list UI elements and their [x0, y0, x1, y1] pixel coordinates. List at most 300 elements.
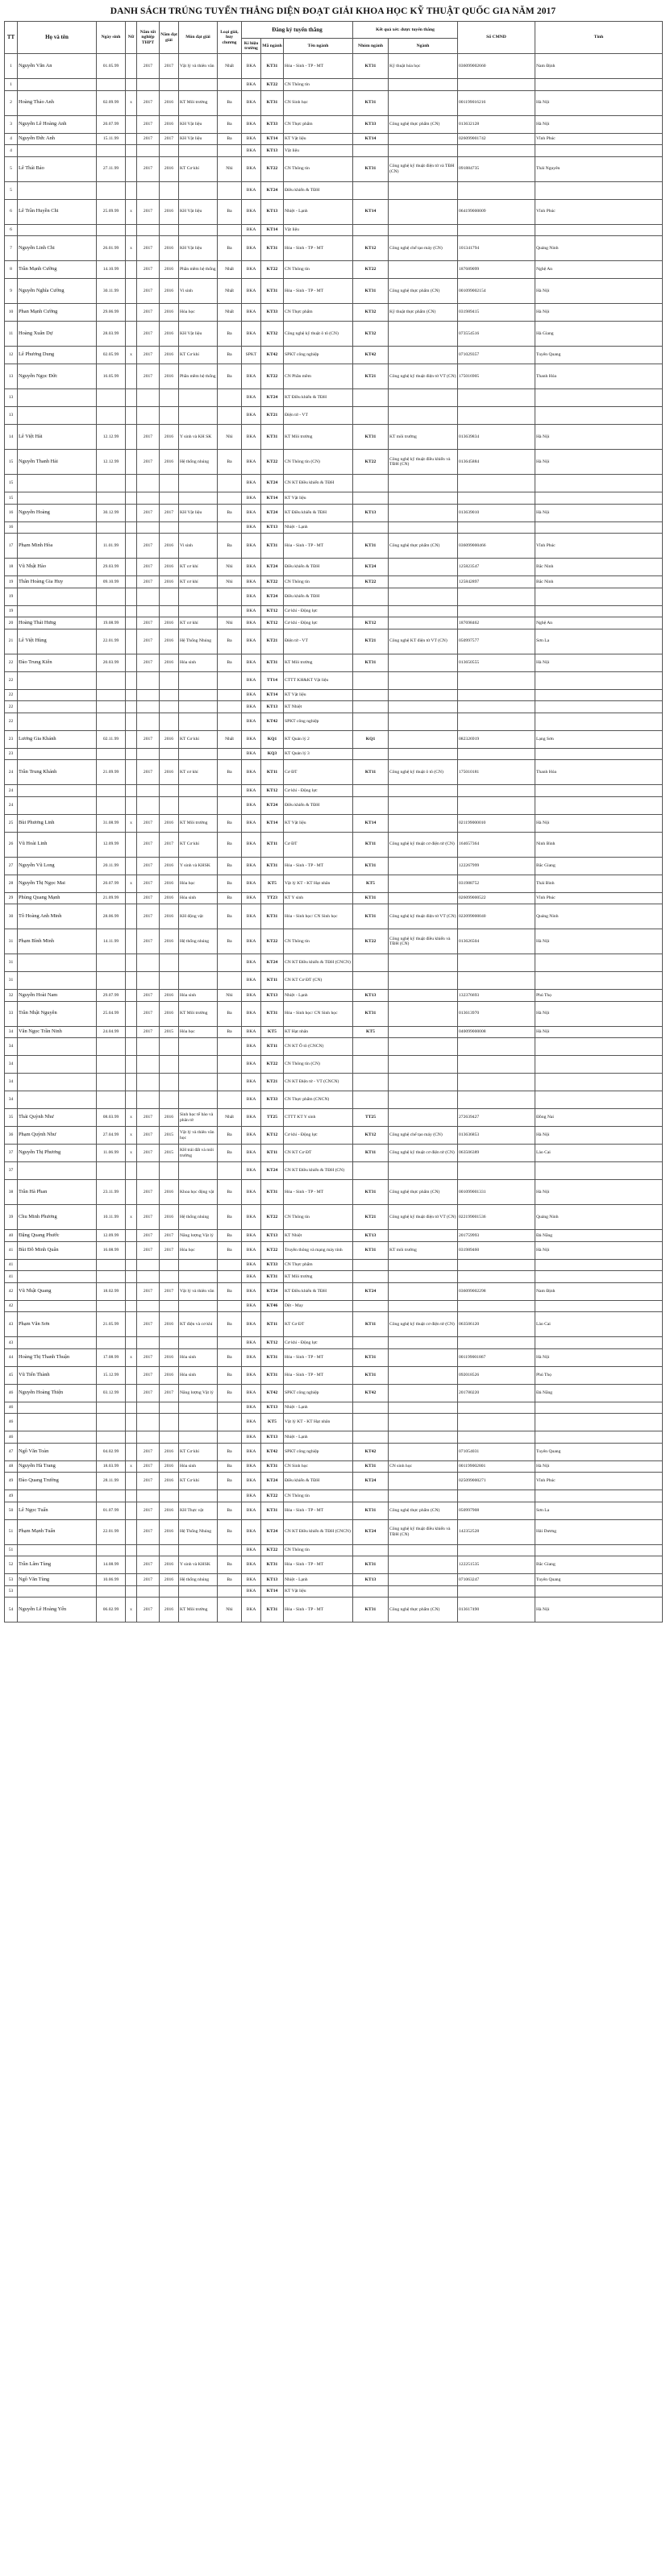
cell-name — [18, 748, 97, 760]
cell-award-year: 2016 — [160, 1556, 179, 1574]
cell-dob: 27.11.99 — [97, 156, 126, 181]
cell-major — [389, 1109, 458, 1127]
cell-major-group: KT31 — [353, 425, 389, 450]
cell-major-code: KT31 — [261, 1180, 284, 1205]
cell-major-code: KT22 — [261, 1544, 284, 1556]
cell-dob — [97, 1490, 126, 1502]
cell-major-name: Cơ khí - Động lực — [284, 1127, 353, 1145]
cell-award-year — [160, 1056, 179, 1074]
cell-major-name: Vật lý KT - KT Hạt nhân — [284, 875, 353, 892]
cell-female — [126, 1502, 137, 1519]
cell-school-code: BKA — [242, 990, 261, 1002]
table-row — [5, 1460, 663, 1473]
cell-province: Sơn La — [535, 629, 663, 654]
cell-major-name: KT Môi trường — [284, 1271, 353, 1283]
cell-award-type: Ba — [218, 1205, 242, 1230]
cell-female: x — [126, 1127, 137, 1145]
cell-major-name: CN Sinh học — [284, 90, 353, 115]
cell-major-name: Hóa - Sinh - TP - MT — [284, 279, 353, 304]
cell-school-code: BKA — [242, 929, 261, 954]
cell-grad-year: 2017 — [137, 857, 160, 875]
cell-major-name: KT Điều khiển & TĐH — [284, 389, 353, 407]
cell-name — [18, 145, 97, 157]
cell-major-group — [353, 605, 389, 617]
cell-major-name: Nhiệt - Lạnh — [284, 1574, 353, 1586]
cell-award-type — [218, 588, 242, 605]
cell-dob — [97, 1544, 126, 1556]
cell-school-code: BKA — [242, 1544, 261, 1556]
cell-award-type: Nhì — [218, 156, 242, 181]
cell-female — [126, 588, 137, 605]
cell-grad-year — [137, 671, 160, 689]
cell-female — [126, 701, 137, 713]
cell-major-name: CTTT KT Y sinh — [284, 1109, 353, 1127]
cell-name: Lê Phương Dung — [18, 347, 97, 364]
cell-id-number — [458, 1402, 535, 1414]
table-row — [5, 236, 663, 261]
cell-major — [389, 504, 458, 521]
cell-tt: 30 — [5, 904, 18, 929]
cell-province — [535, 713, 663, 730]
cell-award-subject: KT Môi trường — [179, 1598, 218, 1622]
cell-province: Hà Nội — [535, 1348, 663, 1366]
cell-major-group: KT31 — [353, 156, 389, 181]
cell-award-year: 2017 — [160, 54, 179, 79]
cell-major: Kỹ thuật hóa học — [389, 54, 458, 79]
cell-female — [126, 1162, 137, 1180]
cell-province: Vĩnh Phúc — [535, 133, 663, 145]
cell-major-name: CN KT Điều khiển & TĐH (CNCN) — [284, 954, 353, 972]
cell-award-type — [218, 1414, 242, 1431]
cell-award-subject — [179, 1271, 218, 1283]
cell-female — [126, 389, 137, 407]
cell-name — [18, 492, 97, 505]
cell-major-code: KT22 — [261, 1205, 284, 1230]
cell-major — [389, 1443, 458, 1460]
cell-major — [389, 748, 458, 760]
cell-major-code: KT14 — [261, 1585, 284, 1598]
cell-province: Hà Nội — [535, 450, 663, 475]
cell-province: Phú Thọ — [535, 990, 663, 1002]
table-row — [5, 875, 663, 892]
cell-name — [18, 1074, 97, 1091]
cell-dob — [97, 748, 126, 760]
cell-major — [389, 1300, 458, 1312]
cell-major-code: KT24 — [261, 504, 284, 521]
cell-female — [126, 475, 137, 492]
cell-award-type — [218, 713, 242, 730]
cell-award-year — [160, 1337, 179, 1349]
cell-grad-year: 2017 — [137, 1145, 160, 1162]
cell-female: x — [126, 90, 137, 115]
cell-tt: 41 — [5, 1259, 18, 1271]
cell-award-year: 2016 — [160, 1109, 179, 1127]
cell-award-subject — [179, 748, 218, 760]
table-row — [5, 364, 663, 389]
cell-major-code: KT31 — [261, 425, 284, 450]
cell-award-type: Ba — [218, 1556, 242, 1574]
cell-major-code: KT31 — [261, 90, 284, 115]
cell-major — [389, 954, 458, 972]
cell-province — [535, 1271, 663, 1283]
cell-major-group: KT31 — [353, 1556, 389, 1574]
table-row — [5, 1574, 663, 1586]
cell-school-code: BKA — [242, 1145, 261, 1162]
cell-school-code: BKA — [242, 1598, 261, 1622]
cell-tt: 50 — [5, 1502, 18, 1519]
cell-school-code: BKA — [242, 1384, 261, 1402]
cell-female — [126, 1038, 137, 1056]
cell-award-type — [218, 1162, 242, 1180]
cell-major-name: CN Thông tin (CN) — [284, 450, 353, 475]
cell-female — [126, 1300, 137, 1312]
cell-grad-year: 2017 — [137, 1127, 160, 1145]
cell-award-year — [160, 972, 179, 990]
cell-major-code: KT11 — [261, 1145, 284, 1162]
cell-major-group: KT24 — [353, 559, 389, 576]
cell-school-code: BKA — [242, 1056, 261, 1074]
cell-award-subject: KH Vật liệu — [179, 236, 218, 261]
cell-grad-year: 2017 — [137, 304, 160, 322]
cell-id-number: 001099002154 — [458, 279, 535, 304]
cell-province: Hà Nội — [535, 279, 663, 304]
cell-grad-year — [137, 1585, 160, 1598]
cell-tt: 31 — [5, 929, 18, 954]
cell-name — [18, 796, 97, 814]
cell-major-code: KT22 — [261, 576, 284, 588]
cell-tt: 42 — [5, 1300, 18, 1312]
cell-dob: 24.04.99 — [97, 1026, 126, 1038]
cell-grad-year: 2017 — [137, 261, 160, 279]
cell-grad-year: 2017 — [137, 1502, 160, 1519]
cell-award-subject — [179, 671, 218, 689]
cell-award-subject: KT Môi trường — [179, 90, 218, 115]
cell-major: Công nghệ chế tạo máy (CN) — [389, 1127, 458, 1145]
cell-id-number — [458, 785, 535, 797]
cell-award-type — [218, 407, 242, 425]
cell-school-code: BKA — [242, 1414, 261, 1431]
cell-id-number: 187689099 — [458, 261, 535, 279]
cell-major-code: KT31 — [261, 654, 284, 671]
header-dob: Ngày sinh — [97, 22, 126, 54]
cell-award-subject: KT Cơ khí — [179, 1443, 218, 1460]
cell-major-code: KT33 — [261, 1091, 284, 1109]
cell-grad-year — [137, 492, 160, 505]
cell-major — [389, 730, 458, 748]
cell-tt: 33 — [5, 1001, 18, 1026]
cell-award-subject — [179, 407, 218, 425]
table-row — [5, 1127, 663, 1145]
cell-award-type: Ba — [218, 236, 242, 261]
cell-tt: 49 — [5, 1473, 18, 1490]
cell-award-subject — [179, 181, 218, 199]
cell-id-number — [458, 748, 535, 760]
cell-award-year — [160, 1431, 179, 1444]
cell-id-number: 064199000009 — [458, 199, 535, 224]
cell-province: Nghệ An — [535, 617, 663, 629]
cell-award-type — [218, 521, 242, 534]
table-row — [5, 156, 663, 181]
cell-major-name: CN KT Điện tử - VT (CNCN) — [284, 1074, 353, 1091]
cell-grad-year: 2017 — [137, 199, 160, 224]
cell-province — [535, 1056, 663, 1074]
cell-province: Nam Định — [535, 54, 663, 79]
table-row — [5, 990, 663, 1002]
cell-major-name: Hóa - Sinh - TP - MT — [284, 1502, 353, 1519]
cell-grad-year: 2017 — [137, 875, 160, 892]
cell-award-year: 2016 — [160, 279, 179, 304]
cell-dob: 20.11.99 — [97, 857, 126, 875]
cell-id-number: 073554516 — [458, 322, 535, 347]
cell-major — [389, 1544, 458, 1556]
cell-award-type: Ba — [218, 1026, 242, 1038]
cell-award-type: Ba — [218, 904, 242, 929]
cell-school-code: BKA — [242, 1038, 261, 1056]
cell-award-year: 2017 — [160, 1230, 179, 1242]
cell-female — [126, 450, 137, 475]
cell-name — [18, 1585, 97, 1598]
cell-id-number — [458, 1414, 535, 1431]
table-row — [5, 1205, 663, 1230]
cell-major-code: KT31 — [261, 1366, 284, 1384]
cell-province: Nam Định — [535, 1282, 663, 1300]
cell-major-group — [353, 701, 389, 713]
table-row — [5, 1145, 663, 1162]
cell-award-subject — [179, 1038, 218, 1056]
cell-major — [389, 1431, 458, 1444]
cell-tt: 21 — [5, 629, 18, 654]
cell-province: Lào Cai — [535, 1312, 663, 1337]
cell-major-name: Nhiệt - Lạnh — [284, 521, 353, 534]
header-id-number: Số CMND — [458, 22, 535, 54]
cell-dob: 25.09.99 — [97, 199, 126, 224]
cell-dob — [97, 1038, 126, 1056]
cell-major-name: CN KT Cơ ĐT — [284, 1145, 353, 1162]
cell-award-type — [218, 1544, 242, 1556]
table-row — [5, 1091, 663, 1109]
cell-grad-year — [137, 954, 160, 972]
cell-province: Ninh Bình — [535, 832, 663, 857]
cell-school-code: BKA — [242, 972, 261, 990]
cell-name — [18, 701, 97, 713]
cell-name: Trần Mạnh Cường — [18, 261, 97, 279]
cell-award-subject — [179, 1056, 218, 1074]
cell-dob: 14.11.99 — [97, 929, 126, 954]
cell-female — [126, 559, 137, 576]
cell-name: Đặng Quang Phước — [18, 1230, 97, 1242]
cell-grad-year: 2017 — [137, 1598, 160, 1622]
cell-tt: 45 — [5, 1366, 18, 1384]
cell-province — [535, 79, 663, 91]
cell-name: Nguyễn Nghĩa Cường — [18, 279, 97, 304]
cell-tt: 22 — [5, 713, 18, 730]
cell-id-number: 142352528 — [458, 1519, 535, 1544]
cell-name: Chu Minh Phương — [18, 1205, 97, 1230]
cell-province: Hà Nội — [535, 425, 663, 450]
cell-tt: 26 — [5, 832, 18, 857]
cell-dob — [97, 1056, 126, 1074]
cell-major: Công nghệ thực phẩm (CN) — [389, 279, 458, 304]
cell-major-code: KT12 — [261, 785, 284, 797]
cell-grad-year — [137, 1431, 160, 1444]
cell-grad-year: 2017 — [137, 534, 160, 559]
cell-major: Công nghệ kỹ thuật điện tử VT (CN) — [389, 904, 458, 929]
cell-award-type — [218, 1300, 242, 1312]
cell-major: Công nghệ thực phẩm (CN) — [389, 1502, 458, 1519]
cell-award-type: Ba — [218, 1180, 242, 1205]
cell-major-code: KT12 — [261, 605, 284, 617]
cell-school-code: BKA — [242, 1519, 261, 1544]
cell-major-code: KT13 — [261, 521, 284, 534]
cell-province: Hà Nội — [535, 929, 663, 954]
cell-tt: 1 — [5, 54, 18, 79]
cell-school-code: BKA — [242, 689, 261, 701]
cell-province: Bắc Ninh — [535, 559, 663, 576]
cell-female: x — [126, 875, 137, 892]
cell-school-code: BKA — [242, 475, 261, 492]
cell-school-code: BKA — [242, 605, 261, 617]
cell-major-group: KT21 — [353, 364, 389, 389]
cell-major-group — [353, 492, 389, 505]
cell-award-subject: Phần mềm hệ thống — [179, 261, 218, 279]
cell-major — [389, 1230, 458, 1242]
cell-major — [389, 492, 458, 505]
cell-province — [535, 1585, 663, 1598]
cell-major-group: KT31 — [353, 534, 389, 559]
cell-award-year: 2015 — [160, 1145, 179, 1162]
cell-female — [126, 224, 137, 236]
cell-school-code: BKA — [242, 904, 261, 929]
cell-id-number: 125823547 — [458, 559, 535, 576]
cell-female — [126, 322, 137, 347]
cell-award-year: 2016 — [160, 199, 179, 224]
cell-award-type — [218, 1259, 242, 1271]
cell-major-code: KT11 — [261, 832, 284, 857]
cell-dob — [97, 145, 126, 157]
cell-name: Phạm Bình Minh — [18, 929, 97, 954]
cell-id-number: 071029357 — [458, 347, 535, 364]
cell-female — [126, 785, 137, 797]
cell-grad-year: 2017 — [137, 156, 160, 181]
cell-major: KT môi trường — [389, 1241, 458, 1259]
cell-dob — [97, 954, 126, 972]
cell-school-code: BKA — [242, 654, 261, 671]
cell-dob: 28.03.99 — [97, 322, 126, 347]
cell-award-subject: Năng lượng Vật lý — [179, 1230, 218, 1242]
cell-tt: 19 — [5, 576, 18, 588]
cell-name — [18, 1402, 97, 1414]
cell-major-group — [353, 588, 389, 605]
cell-female — [126, 1312, 137, 1337]
cell-name: Đào Quang Trường — [18, 1473, 97, 1490]
cell-award-type — [218, 785, 242, 797]
cell-major-name: CN Thực phẩm — [284, 304, 353, 322]
cell-major — [389, 1091, 458, 1109]
cell-award-type: Nhì — [218, 559, 242, 576]
cell-province — [535, 1544, 663, 1556]
cell-award-subject: Hóa sinh — [179, 1460, 218, 1473]
cell-tt: 8 — [5, 261, 18, 279]
cell-female — [126, 407, 137, 425]
cell-major: Kỹ thuật thực phẩm (CN) — [389, 304, 458, 322]
cell-female — [126, 760, 137, 785]
cell-major-group: KT31 — [353, 1180, 389, 1205]
cell-name: Ngô Văn Toàn — [18, 1443, 97, 1460]
cell-major-code: KT31 — [261, 54, 284, 79]
cell-award-year — [160, 748, 179, 760]
cell-school-code: BKA — [242, 1402, 261, 1414]
cell-dob — [97, 1259, 126, 1271]
header-registration: Đăng ký tuyển thẳng — [242, 22, 353, 39]
cell-award-type: Ba — [218, 90, 242, 115]
cell-dob: 31.08.99 — [97, 814, 126, 832]
cell-school-code: BKA — [242, 322, 261, 347]
cell-dob: 22.01.99 — [97, 1519, 126, 1544]
cell-award-subject: Hóa sinh — [179, 1366, 218, 1384]
cell-major — [389, 892, 458, 904]
cell-school-code: BKA — [242, 279, 261, 304]
cell-dob: 26.01.99 — [97, 236, 126, 261]
cell-major-name: CN Thực phẩm — [284, 1259, 353, 1271]
cell-award-year: 2016 — [160, 156, 179, 181]
cell-major-group — [353, 1271, 389, 1283]
cell-award-type — [218, 972, 242, 990]
cell-award-year: 2017 — [160, 1384, 179, 1402]
cell-dob: 29.07.99 — [97, 990, 126, 1002]
cell-province: Bắc Ninh — [535, 576, 663, 588]
cell-grad-year — [137, 1300, 160, 1312]
cell-school-code: BKA — [242, 954, 261, 972]
cell-major-group — [353, 748, 389, 760]
cell-award-type: Ba — [218, 629, 242, 654]
cell-school-code: BKA — [242, 1271, 261, 1283]
cell-school-code: BKA — [242, 576, 261, 588]
cell-female: x — [126, 1460, 137, 1473]
cell-dob: 30.12.99 — [97, 504, 126, 521]
cell-name: Ngô Văn Tùng — [18, 1574, 97, 1586]
cell-tt: 18 — [5, 559, 18, 576]
header-award-year: Năm đạt giải — [160, 22, 179, 54]
cell-award-subject: Sinh học tế bào và phân tử — [179, 1109, 218, 1127]
header-name: Họ và tên — [18, 22, 97, 54]
cell-dob: 18.02.99 — [97, 1282, 126, 1300]
cell-major-name: SPKT công nghiệp — [284, 1443, 353, 1460]
cell-major-code: KT24 — [261, 389, 284, 407]
cell-major-name: KT Cơ ĐT — [284, 1312, 353, 1337]
cell-award-subject — [179, 713, 218, 730]
cell-dob — [97, 588, 126, 605]
cell-major-group: KT31 — [353, 892, 389, 904]
cell-province: Hà Nội — [535, 90, 663, 115]
cell-id-number — [458, 1337, 535, 1349]
cell-grad-year: 2017 — [137, 990, 160, 1002]
cell-dob — [97, 689, 126, 701]
cell-province: Hà Nội — [535, 1598, 663, 1622]
cell-name: Nguyễn Thị Phương — [18, 1145, 97, 1162]
cell-major-group — [353, 389, 389, 407]
cell-grad-year — [137, 475, 160, 492]
cell-grad-year: 2017 — [137, 1519, 160, 1544]
cell-name — [18, 785, 97, 797]
cell-major — [389, 347, 458, 364]
cell-dob — [97, 1271, 126, 1283]
cell-tt: 15 — [5, 492, 18, 505]
cell-grad-year: 2017 — [137, 1109, 160, 1127]
cell-major-group: KT11 — [353, 760, 389, 785]
cell-award-type — [218, 145, 242, 157]
cell-school-code: BKA — [242, 785, 261, 797]
table-row — [5, 1366, 663, 1384]
